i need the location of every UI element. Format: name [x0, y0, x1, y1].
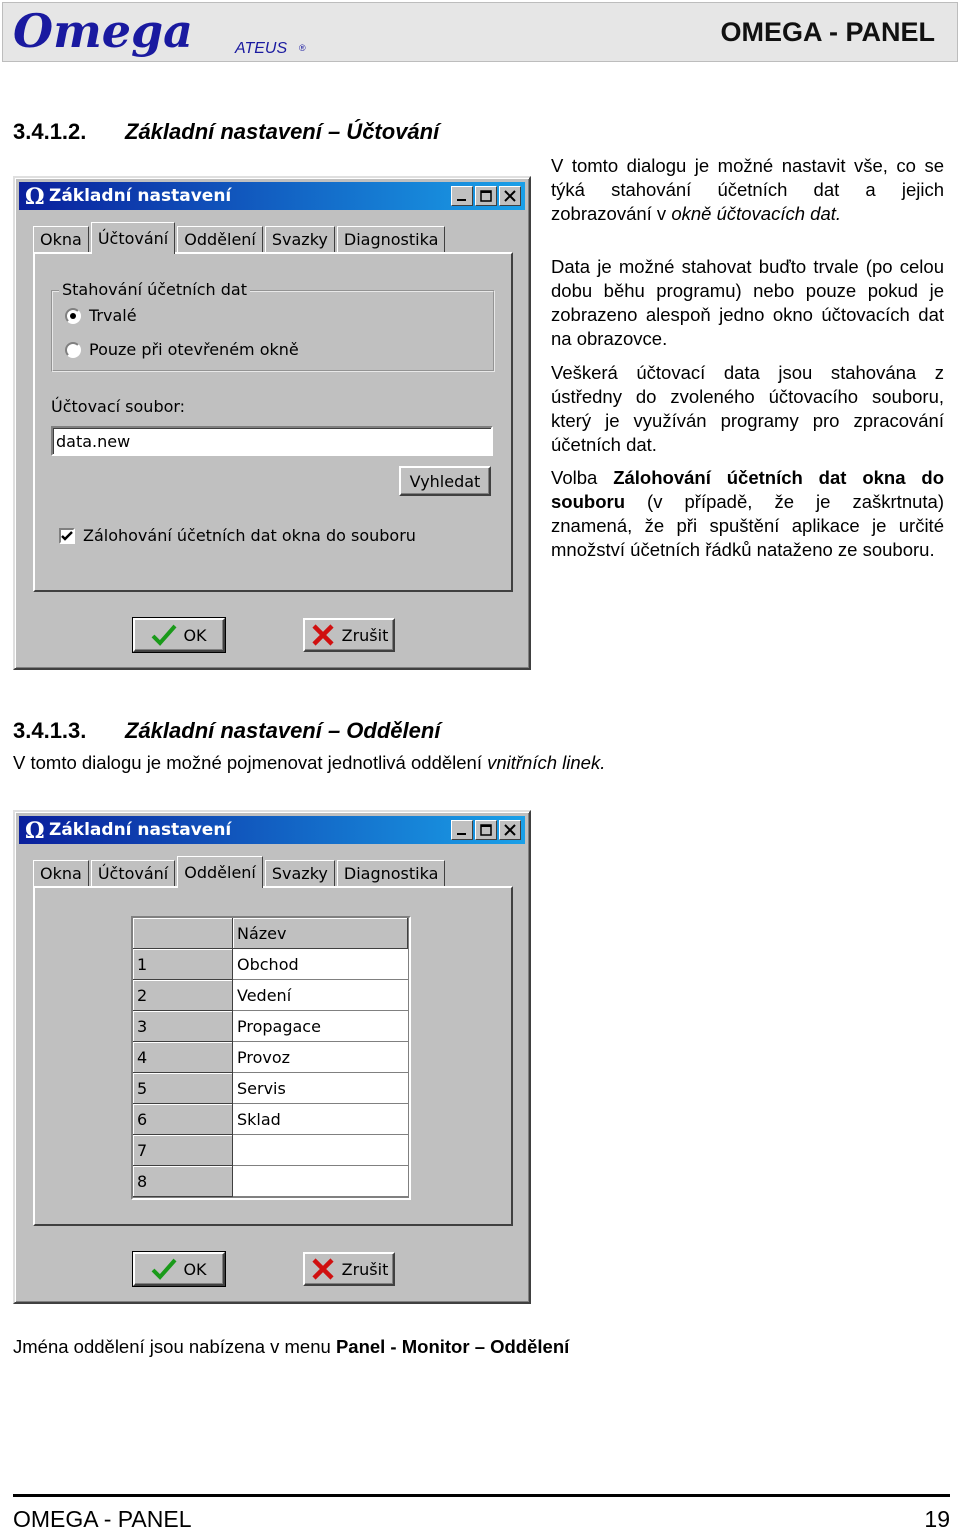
- table-row: [133, 980, 409, 1011]
- tab-svazky[interactable]: Svazky: [265, 226, 335, 252]
- department-name-cell[interactable]: [233, 1135, 408, 1166]
- section-heading-oddeleni: 3.4.1.3. Základní nastavení – Oddělení: [13, 718, 441, 743]
- department-name-cell[interactable]: Provoz: [233, 1042, 408, 1073]
- dialog-titlebar: [19, 816, 525, 844]
- row-number: 2: [133, 980, 233, 1011]
- radio-open-window[interactable]: Pouze při otevřeném okně: [65, 340, 299, 359]
- settings-dialog-oddeleni: [13, 810, 531, 1304]
- footer-title: OMEGA - PANEL: [13, 1506, 192, 1531]
- grid-header-name: Název: [233, 918, 408, 949]
- dialog-title: Základní nastavení: [49, 186, 232, 206]
- tab-panel: [33, 252, 513, 592]
- minimize-button[interactable]: [451, 186, 473, 206]
- omega-icon: [23, 185, 45, 207]
- department-name-cell[interactable]: Sklad: [233, 1104, 408, 1135]
- checkmark-icon: [151, 1257, 177, 1281]
- row-number: 8: [133, 1166, 233, 1197]
- row-number: 5: [133, 1073, 233, 1104]
- tab-oddeleni[interactable]: Oddělení: [177, 226, 263, 252]
- dialog-title: Základní nastavení: [49, 820, 232, 840]
- svg-text:Ω: Ω: [25, 819, 45, 841]
- file-label: Účtovací soubor:: [51, 397, 186, 416]
- red-x-icon: [310, 1257, 336, 1281]
- tab-panel: [33, 886, 513, 1226]
- department-name-cell[interactable]: Obchod: [233, 949, 408, 980]
- departments-menu-note: Jména oddělení jsou nabízena v menu Panel - Monitor – Oddělení: [13, 1336, 570, 1357]
- tab-uctovani[interactable]: Účtování: [91, 860, 175, 886]
- tab-svazky[interactable]: Svazky: [265, 860, 335, 886]
- minimize-button[interactable]: [451, 820, 473, 840]
- table-row: [133, 1073, 409, 1104]
- svg-text:Ω: Ω: [25, 185, 45, 207]
- close-button[interactable]: [499, 186, 521, 206]
- tab-okna[interactable]: Okna: [33, 860, 89, 886]
- checkmark-icon: [151, 623, 177, 647]
- radio-empty-icon: [65, 342, 81, 358]
- browse-button[interactable]: Vyhledat: [399, 466, 491, 496]
- tab-strip: [33, 856, 447, 886]
- cancel-button[interactable]: Zrušit: [303, 618, 395, 652]
- ok-button[interactable]: OK: [133, 618, 225, 652]
- section2-intro: V tomto dialogu je možné pojmenovat jednotlivá oddělení vnitřních linek.: [13, 752, 606, 773]
- tab-uctovani[interactable]: Účtování: [91, 222, 175, 254]
- logo-subtext: ATEUS: [235, 40, 288, 57]
- close-button[interactable]: [499, 820, 521, 840]
- logo-wordmark: Omega: [13, 7, 193, 58]
- row-number: 1: [133, 949, 233, 980]
- row-number: 3: [133, 1011, 233, 1042]
- department-name-cell[interactable]: Propagace: [233, 1011, 408, 1042]
- row-number: 6: [133, 1104, 233, 1135]
- table-row: [133, 949, 409, 980]
- maximize-button[interactable]: [475, 186, 497, 206]
- red-x-icon: [310, 623, 336, 647]
- settings-dialog-uctovani: [13, 176, 531, 670]
- page-header: [2, 2, 958, 62]
- row-number: 7: [133, 1135, 233, 1166]
- department-name-cell[interactable]: [233, 1166, 408, 1197]
- omega-ateus-logo: [13, 7, 313, 59]
- paragraph-intro: V tomto dialogu je možné nastavit vše, co se týká stahování účetních dat a jejich zobrazování v okně účtovacích dat.: [551, 155, 944, 224]
- radio-permanent[interactable]: Trvalé: [65, 306, 137, 325]
- checkbox-checked-icon: [59, 528, 75, 544]
- svg-text:®: ®: [299, 43, 306, 53]
- paragraph-billing-file: Veškerá účtovací data jsou stahována z ústředny do zvoleného účtovacího souboru, který je využíván programy pro zpracování účetních dat.: [551, 362, 944, 455]
- download-groupbox: [51, 280, 495, 372]
- file-input[interactable]: data.new: [51, 426, 493, 456]
- ok-button[interactable]: OK: [133, 1252, 225, 1286]
- row-number: 4: [133, 1042, 233, 1073]
- radio-selected-icon: [65, 308, 81, 324]
- omega-icon: [23, 819, 45, 841]
- group-label: Stahování účetních dat: [59, 280, 250, 299]
- paragraph-download: Data je možné stahovat buďto trvale (po celou dobu běhu programu) nebo pouze pokud je zobrazeno alespoň jedno okno účtovacích dat na obrazovce.: [551, 256, 944, 349]
- departments-grid: [131, 916, 411, 1200]
- paragraph-backup: Volba Zálohování účetních dat okna do souboru (v případě, že je zaškrtnuta) znamená, že při spuštění aplikace je určité množství účetních řádků nataženo ze souboru.: [551, 467, 944, 560]
- footer-divider: [13, 1494, 950, 1497]
- department-name-cell[interactable]: Vedení: [233, 980, 408, 1011]
- table-row: [133, 1166, 409, 1197]
- tab-okna[interactable]: Okna: [33, 226, 89, 252]
- tab-diagnostika[interactable]: Diagnostika: [337, 226, 446, 252]
- page-number: 19: [924, 1506, 950, 1531]
- header-title: OMEGA - PANEL: [720, 17, 935, 47]
- maximize-button[interactable]: [475, 820, 497, 840]
- table-row: [133, 1042, 409, 1073]
- grid-header-row: [133, 918, 409, 949]
- table-row: [133, 1104, 409, 1135]
- section-heading-uctovani: 3.4.1.2. Základní nastavení – Účtování: [13, 119, 440, 144]
- tab-strip: [33, 222, 447, 252]
- cancel-button[interactable]: Zrušit: [303, 1252, 395, 1286]
- department-name-cell[interactable]: Servis: [233, 1073, 408, 1104]
- dialog-titlebar: [19, 182, 525, 210]
- backup-checkbox[interactable]: Zálohování účetních dat okna do souboru: [59, 526, 416, 545]
- tab-oddeleni[interactable]: Oddělení: [177, 856, 263, 888]
- tab-diagnostika[interactable]: Diagnostika: [337, 860, 446, 886]
- table-row: [133, 1011, 409, 1042]
- table-row: [133, 1135, 409, 1166]
